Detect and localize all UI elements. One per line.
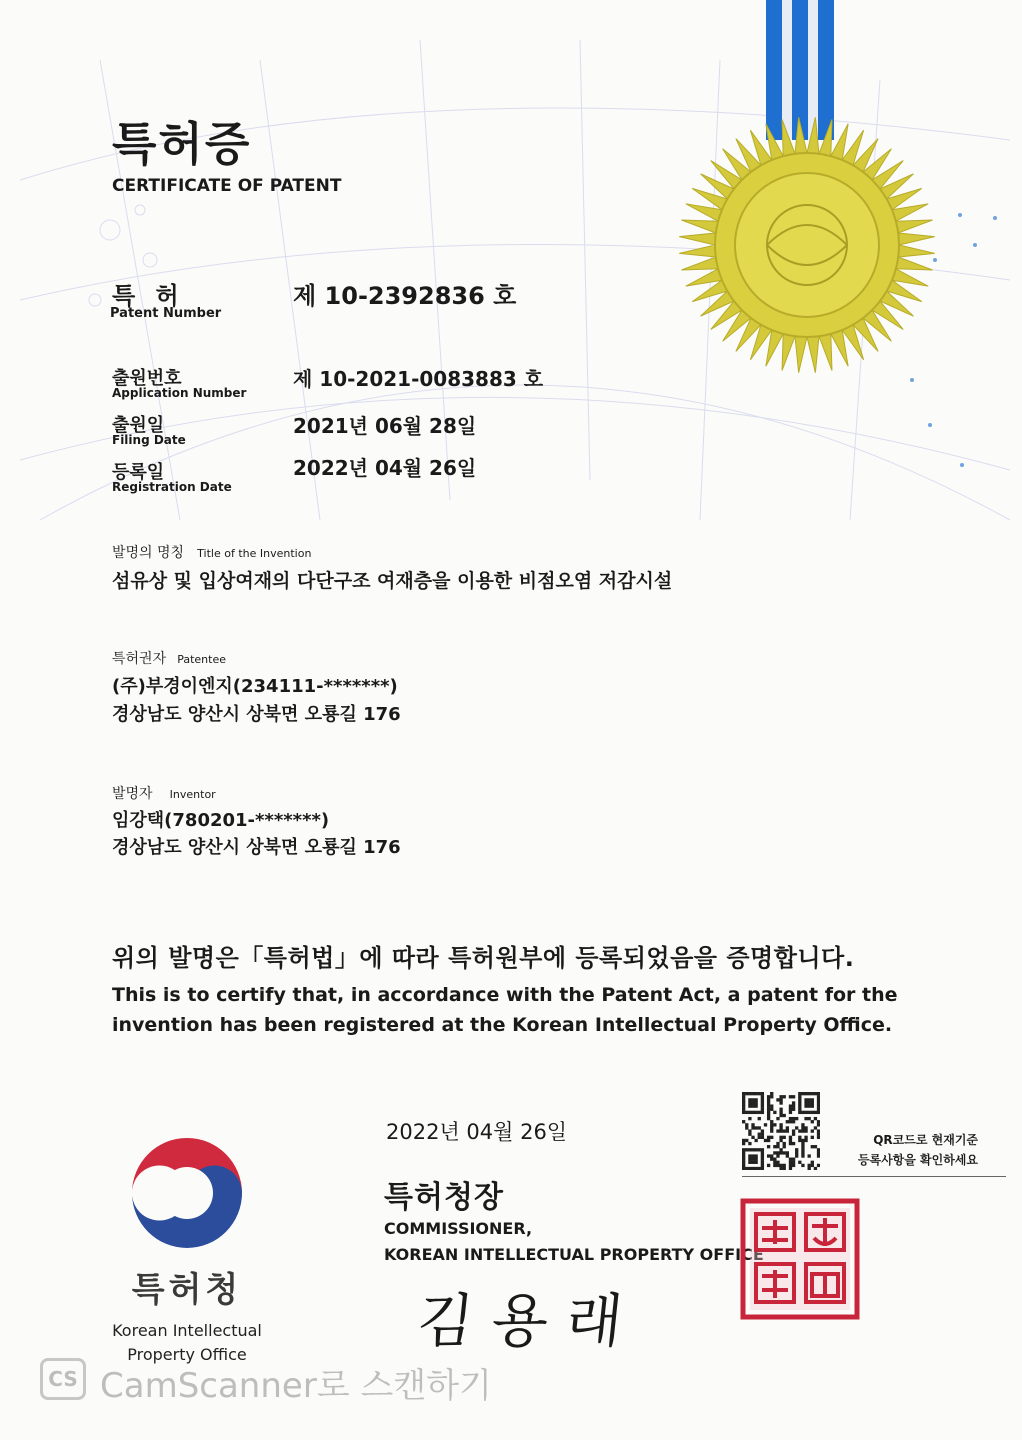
- gold-seal-icon: [672, 110, 942, 380]
- patentee-address: 경상남도 양산시 상북면 오룡길 176: [112, 704, 401, 725]
- registration-date-label-ko: 등록일: [112, 462, 165, 483]
- qr-note-line2: 등록사항을 확인하세요: [857, 1153, 978, 1167]
- kipo-name-en-line2: Property Office: [127, 1345, 247, 1364]
- inventor-address: 경상남도 양산시 상북면 오룡길 176: [112, 837, 401, 858]
- official-stamp-icon: [740, 1198, 860, 1320]
- patentee-label-en: Patentee: [177, 653, 226, 666]
- invention-label-en: Title of the Invention: [197, 547, 312, 560]
- patentee-label: [112, 648, 226, 668]
- kipo-name-en-line1: Korean Intellectual: [112, 1321, 262, 1340]
- commissioner-signature: 김 용 래: [413, 1287, 627, 1355]
- issue-date: 2022년 04월 26일: [386, 1120, 568, 1144]
- inventor-label-ko: 발명자: [112, 786, 153, 802]
- commissioner-title-en-line1: COMMISSIONER,: [384, 1219, 533, 1238]
- commissioner-title-en-line2: KOREAN INTELLECTUAL PROPERTY OFFICE: [384, 1245, 764, 1264]
- statement-korean: 위의 발명은「특허법」에 따라 특허원부에 등록되었음을 증명합니다.: [112, 944, 855, 972]
- inventor-name: 임강택(780201-*******): [112, 810, 330, 831]
- application-number-label-en: Application Number: [112, 386, 247, 400]
- patentee-label-ko: 특허권자: [112, 651, 167, 667]
- application-number-value: 제 10-2021-0083883 호: [293, 367, 544, 391]
- divider: [742, 1176, 1006, 1177]
- qr-note-line1: QR코드로 현재기준: [873, 1133, 978, 1147]
- inventor-label: [112, 783, 216, 803]
- patent-number-label-en: Patent Number: [110, 306, 222, 321]
- kipo-logo-icon: [124, 1130, 250, 1256]
- registration-date-label-en: Registration Date: [112, 480, 232, 494]
- registration-date-value: 2022년 04월 26일: [293, 456, 477, 480]
- camscanner-badge-icon: CS: [40, 1358, 86, 1400]
- commissioner-title-ko: 특허청장: [384, 1180, 504, 1215]
- invention-label: [112, 542, 311, 562]
- title-korean: 특허증: [112, 117, 252, 171]
- statement-english-line2: invention has been registered at the Korean Intellectual Property Office.: [112, 1014, 893, 1036]
- patent-number-value: 제 10-2392836 호: [293, 282, 517, 310]
- invention-title: 섬유상 및 입상여재의 다단구조 여재층을 이용한 비점오염 저감시설: [112, 570, 673, 592]
- qr-note: [828, 1131, 978, 1168]
- filing-date-label-ko: 출원일: [112, 415, 165, 436]
- application-number-label-ko: 출원번호: [112, 368, 182, 389]
- patentee-name: (주)부경이엔지(234111-*******): [112, 676, 398, 697]
- inventor-label-en: Inventor: [169, 788, 216, 801]
- patent-number-label-ko: 특 허: [112, 282, 185, 310]
- title-english: CERTIFICATE OF PATENT: [112, 176, 342, 196]
- statement-english-line1: This is to certify that, in accordance with the Patent Act, a patent for the: [112, 984, 898, 1006]
- filing-date-value: 2021년 06월 28일: [293, 414, 477, 438]
- kipo-name-ko: 특허청: [131, 1270, 243, 1310]
- camscanner-watermark: CamScanner로 스캔하기: [100, 1366, 492, 1406]
- filing-date-label-en: Filing Date: [112, 433, 186, 447]
- qr-code-icon[interactable]: [742, 1092, 820, 1170]
- invention-label-ko: 발명의 명칭: [112, 545, 185, 561]
